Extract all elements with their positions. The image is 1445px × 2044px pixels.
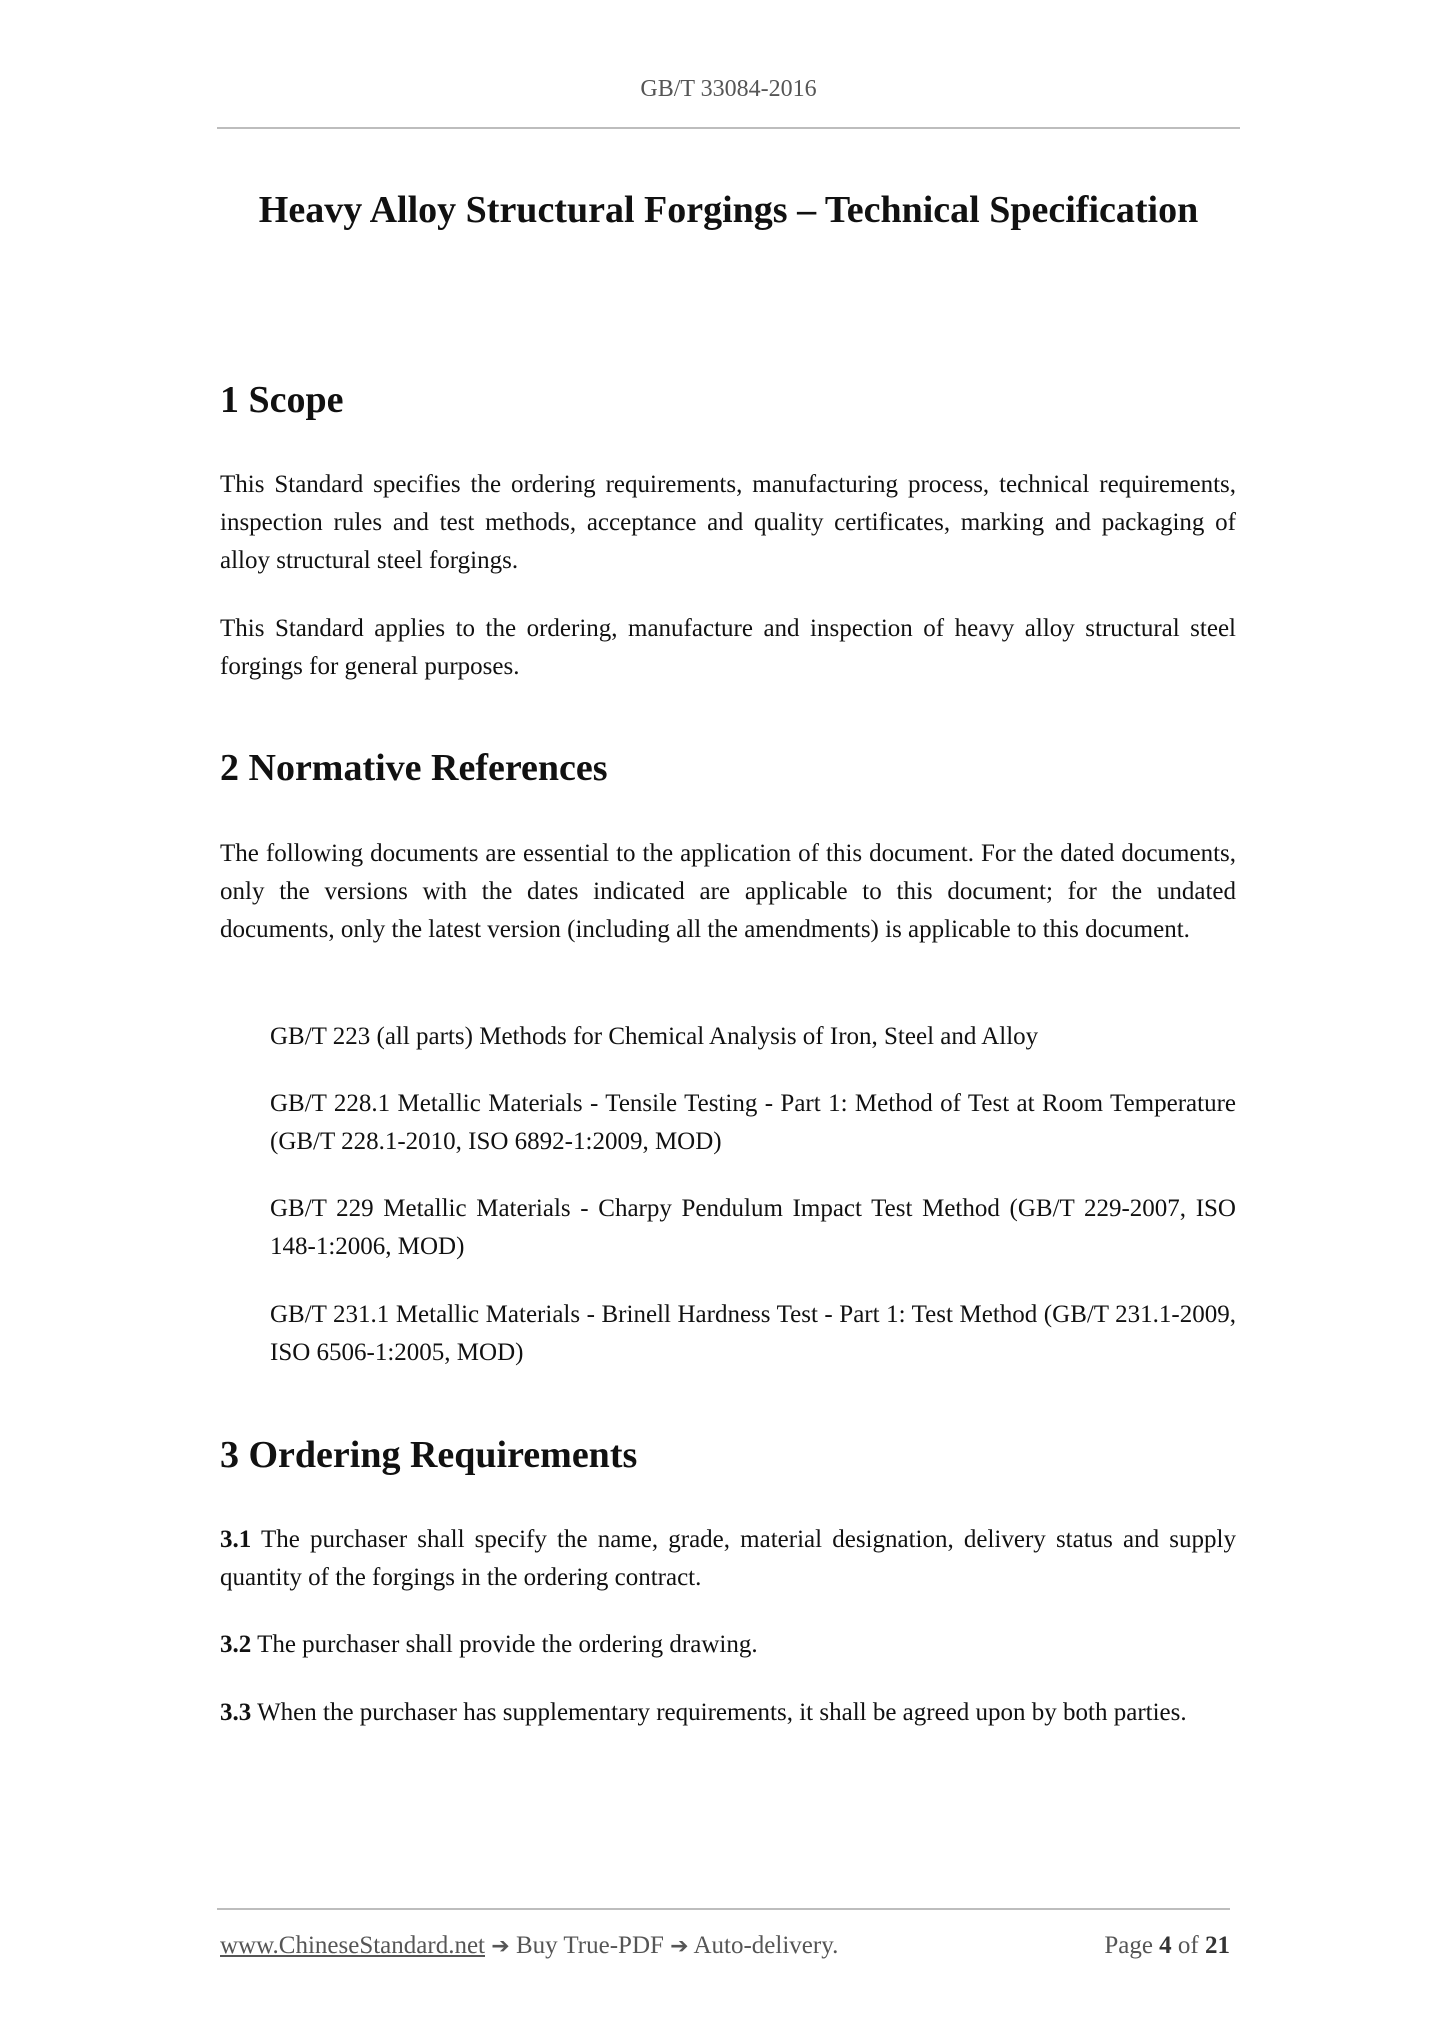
- reference-item: GB/T 223 (all parts) Methods for Chemical Analysis of Iron, Steel and Alloy: [270, 1023, 1039, 1050]
- page-current: 4: [1159, 1932, 1172, 1959]
- standard-code: GB/T 33084-2016: [640, 76, 817, 102]
- scope-paragraph-1: This Standard specifies the ordering requirements, manufacturing process, technical requirements, inspection rules and test methods, acceptance and quality certificates, marking and packaging of alloy structural steel forgings.: [220, 471, 1236, 574]
- reference-item: GB/T 228.1 Metallic Materials - Tensile Testing - Part 1: Method of Test at Room Temperature (GB/T 228.1-2010, ISO 6892-1:2009, MOD): [270, 1090, 1236, 1155]
- footer-divider: [217, 1908, 1230, 1910]
- document-title: Heavy Alloy Structural Forgings – Technical Specification: [258, 189, 1199, 231]
- scope-paragraph-2: This Standard applies to the ordering, manufacture and inspection of heavy alloy structural steel forgings for general purposes.: [220, 615, 1236, 680]
- page-total: 21: [1205, 1932, 1230, 1959]
- clause-3-1: [220, 1521, 1236, 1597]
- references-intro-paragraph: The following documents are essential to the application of this document. For the dated documents, only the versions with the dates indicated are applicable to this document; for the undated documents, only the latest version (including all the amendments) is applicable to this document.: [220, 840, 1236, 943]
- page-header: [217, 76, 1240, 103]
- clause-3-3: [220, 1694, 1236, 1732]
- page-of-label: of: [1177, 1932, 1199, 1959]
- section-heading-normative-references: 2 Normative References: [220, 747, 608, 789]
- arrow-right-icon: ➔: [491, 1934, 510, 1959]
- buy-true-pdf-text: Buy True-PDF: [515, 1932, 664, 1959]
- clause-number: 3.2: [220, 1631, 252, 1658]
- clause-text: When the purchaser has supplementary requirements, it shall be agreed upon by both parties.: [257, 1699, 1187, 1726]
- page-number: [1104, 1932, 1230, 1960]
- section-heading-ordering-requirements: 3 Ordering Requirements: [220, 1434, 638, 1476]
- auto-delivery-text: Auto-delivery.: [693, 1932, 839, 1959]
- header-divider: [217, 127, 1240, 129]
- footer-left: [220, 1932, 838, 1960]
- clause-number: 3.3: [220, 1699, 252, 1726]
- clause-text: The purchaser shall specify the name, grade, material designation, delivery status and supply quantity of the forgings in the ordering contract.: [220, 1526, 1236, 1591]
- arrow-right-icon: ➔: [670, 1934, 689, 1959]
- reference-item: GB/T 229 Metallic Materials - Charpy Pendulum Impact Test Method (GB/T 229-2007, ISO 148-1:2006, MOD): [270, 1195, 1236, 1260]
- clause-text: The purchaser shall provide the ordering drawing.: [257, 1631, 758, 1658]
- page-footer: [220, 1932, 1230, 1968]
- website-link[interactable]: www.ChineseStandard.net: [220, 1932, 485, 1959]
- reference-item: GB/T 231.1 Metallic Materials - Brinell Hardness Test - Part 1: Test Method (GB/T 231.1-2009, ISO 6506-1:2005, MOD): [270, 1301, 1236, 1366]
- section-heading-scope: 1 Scope: [220, 379, 344, 421]
- clause-number: 3.1: [220, 1526, 252, 1553]
- page-label: Page: [1104, 1932, 1153, 1959]
- clause-3-2: [220, 1626, 1236, 1664]
